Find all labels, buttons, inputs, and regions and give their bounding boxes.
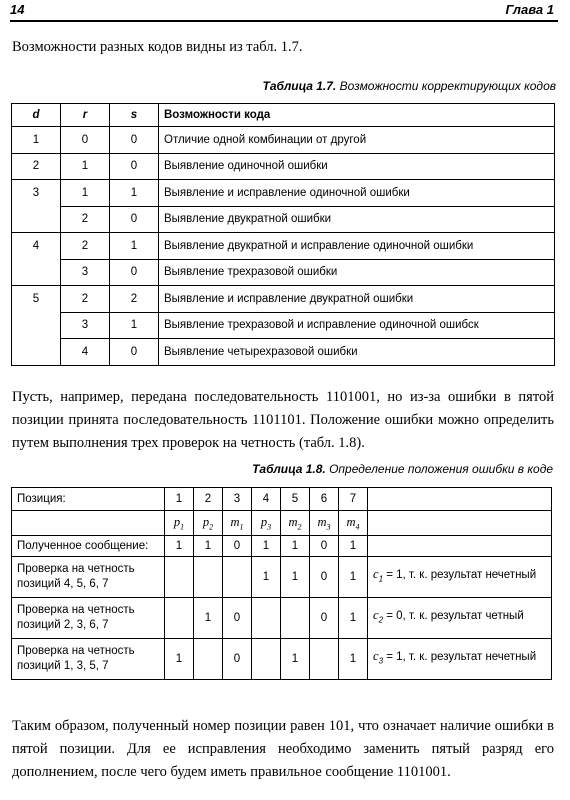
check-bit: 0 [223, 598, 252, 639]
check-bit: 0 [223, 639, 252, 680]
result-variable: c [373, 649, 379, 664]
table-row [12, 206, 555, 233]
check-bit: 0 [310, 557, 339, 598]
check-bit: 1 [339, 639, 368, 680]
cell-r: 2 [61, 206, 110, 233]
cell-d: 4 [12, 233, 61, 260]
cell-r: 3 [61, 312, 110, 339]
intro-paragraph: Возможности разных кодов видны из табл. 1.7. [12, 39, 303, 55]
table-row [12, 339, 555, 366]
bit-symbol [165, 511, 194, 536]
cell-d: 1 [12, 127, 61, 154]
received-bit: 1 [194, 536, 223, 557]
code-capabilities-table [11, 103, 555, 366]
symbol-subscript: 1 [239, 522, 244, 532]
cell-desc: Выявление двукратной и исправление одиночной ошибки [159, 233, 555, 260]
received-bit: 0 [223, 536, 252, 557]
received-bit: 1 [281, 536, 310, 557]
cell-d: 3 [12, 180, 61, 207]
parity-check-row [12, 639, 552, 680]
symbol-base: m [346, 514, 356, 529]
cell-s: 2 [110, 286, 159, 313]
cell-d [12, 312, 61, 339]
result-subscript: 2 [378, 615, 384, 625]
error-position-table [11, 487, 552, 680]
check-result [368, 557, 552, 598]
table2-body [12, 488, 552, 680]
position-number: 5 [281, 488, 310, 511]
table1-caption-number: Таблица 1.7. [262, 79, 337, 93]
table2-caption-number: Таблица 1.8. [252, 462, 326, 476]
received-row [12, 536, 552, 557]
running-header [10, 2, 558, 22]
cell-d: 5 [12, 286, 61, 313]
result-variable: c [373, 608, 379, 623]
table1-caption-text: Возможности корректирующих кодов [339, 79, 556, 93]
cell-d [12, 259, 61, 286]
symbol-subscript: 1 [180, 522, 185, 532]
check-bit [194, 639, 223, 680]
check-bit [310, 639, 339, 680]
bit-symbol [310, 511, 339, 536]
check-bit [252, 598, 281, 639]
cell-desc: Выявление и исправление двукратной ошибки [159, 286, 555, 313]
received-bit: 1 [339, 536, 368, 557]
check-bit: 1 [281, 557, 310, 598]
symbol-subscript: 3 [326, 522, 331, 532]
cell-s: 1 [110, 312, 159, 339]
header-r: r [61, 104, 110, 127]
cell-desc: Выявление двукратной ошибки [159, 206, 555, 233]
cell-r: 0 [61, 127, 110, 154]
received-bit: 0 [310, 536, 339, 557]
cell-s: 0 [110, 339, 159, 366]
cell-desc: Выявление и исправление одиночной ошибки [159, 180, 555, 207]
cell-r: 4 [61, 339, 110, 366]
check-label: Проверка на четность позиций 1, 3, 5, 7 [12, 639, 165, 680]
cell-desc: Выявление трехразовой ошибки [159, 259, 555, 286]
empty-cell [12, 511, 165, 536]
table-row [12, 153, 555, 180]
bit-symbol [194, 511, 223, 536]
symbol-base: p [173, 514, 181, 529]
cell-desc: Выявление трехразовой и исправление одиночной ошибск [159, 312, 555, 339]
check-bit: 1 [252, 557, 281, 598]
check-bit: 1 [194, 598, 223, 639]
table-row [12, 286, 555, 313]
parity-check-row [12, 557, 552, 598]
header-capabilities: Возможности кода [159, 104, 555, 127]
received-bit: 1 [165, 536, 194, 557]
cell-r: 1 [61, 180, 110, 207]
check-bit: 1 [165, 639, 194, 680]
cell-r: 3 [61, 259, 110, 286]
position-label: Позиция: [12, 488, 165, 511]
cell-s: 0 [110, 206, 159, 233]
cell-s: 0 [110, 259, 159, 286]
symbol-subscript: 2 [297, 522, 302, 532]
header-s: s [110, 104, 159, 127]
result-text: = 0, т. к. результат четный [383, 610, 524, 623]
symbol-base: p [260, 514, 268, 529]
cell-desc: Выявление четырехразовой ошибки [159, 339, 555, 366]
table2-caption [252, 462, 553, 476]
cell-s: 0 [110, 127, 159, 154]
result-subscript: 1 [378, 574, 384, 584]
check-bit [165, 557, 194, 598]
check-bit: 1 [339, 557, 368, 598]
check-bit: 1 [281, 639, 310, 680]
received-label: Полученное сообщение: [12, 536, 165, 557]
cell-desc: Выявление одиночной ошибки [159, 153, 555, 180]
table-row [12, 180, 555, 207]
cell-s: 1 [110, 233, 159, 260]
cell-desc: Отличие одной комбинации от другой [159, 127, 555, 154]
result-cell [368, 536, 552, 557]
result-subscript: 3 [378, 656, 384, 666]
table2-caption-text: Определение положения ошибки в коде [329, 462, 553, 476]
cell-r: 1 [61, 153, 110, 180]
result-cell [368, 511, 552, 536]
check-result [368, 639, 552, 680]
cell-s: 0 [110, 153, 159, 180]
table-row [12, 259, 555, 286]
position-number: 4 [252, 488, 281, 511]
bit-symbol [223, 511, 252, 536]
symbol-subscript: 4 [355, 522, 360, 532]
bit-symbol [339, 511, 368, 536]
check-bit [194, 557, 223, 598]
table-header-row [12, 104, 555, 127]
cell-s: 1 [110, 180, 159, 207]
bit-symbol [252, 511, 281, 536]
symbol-subscript: 3 [267, 522, 272, 532]
conclusion-paragraph: Таким образом, полученный номер позиции равен 101, что означает наличие ошибки в пятой позиции. Для ее исправления необходимо заменить пятый разряд его дополнением, после чего будем иметь правильное сообщение 1101001. [12, 718, 554, 780]
symbol-base: p [202, 514, 210, 529]
cell-r: 2 [61, 233, 110, 260]
cell-d [12, 339, 61, 366]
parity-check-row [12, 598, 552, 639]
result-text: = 1, т. к. результат нечетный [383, 569, 537, 582]
symbols-row [12, 511, 552, 536]
result-variable: c [373, 567, 379, 582]
position-number: 6 [310, 488, 339, 511]
table-row [12, 127, 555, 154]
position-number: 1 [165, 488, 194, 511]
symbol-subscript: 2 [209, 522, 214, 532]
check-result [368, 598, 552, 639]
received-bit: 1 [252, 536, 281, 557]
cell-d: 2 [12, 153, 61, 180]
table1-caption [263, 79, 556, 93]
result-text: = 1, т. к. результат нечетный [383, 651, 537, 664]
bit-symbol [281, 511, 310, 536]
position-number: 7 [339, 488, 368, 511]
page-number: 14 [10, 2, 25, 17]
check-bit: 1 [339, 598, 368, 639]
check-bit [252, 639, 281, 680]
check-label: Проверка на четность позиций 2, 3, 6, 7 [12, 598, 165, 639]
result-cell [368, 488, 552, 511]
cell-r: 2 [61, 286, 110, 313]
header-d: d [12, 104, 61, 127]
symbol-base: m [230, 514, 240, 529]
table1-body [12, 127, 555, 366]
check-bit [281, 598, 310, 639]
example-paragraph: Пусть, например, передана последовательность 1101001, но из-за ошибки в пятой позиции принята последовательность 1101101. Положение ошибки можно определить путем выполнения трех проверок на четность (табл. 1.8). [12, 389, 554, 451]
check-bit: 0 [310, 598, 339, 639]
position-number: 2 [194, 488, 223, 511]
position-number: 3 [223, 488, 252, 511]
check-bit [165, 598, 194, 639]
symbol-base: m [288, 514, 298, 529]
cell-d [12, 206, 61, 233]
check-label: Проверка на четность позиций 4, 5, 6, 7 [12, 557, 165, 598]
table-row [12, 233, 555, 260]
symbol-base: m [317, 514, 327, 529]
positions-row [12, 488, 552, 511]
chapter-title: Глава 1 [505, 2, 554, 17]
check-bit [223, 557, 252, 598]
table-row [12, 312, 555, 339]
